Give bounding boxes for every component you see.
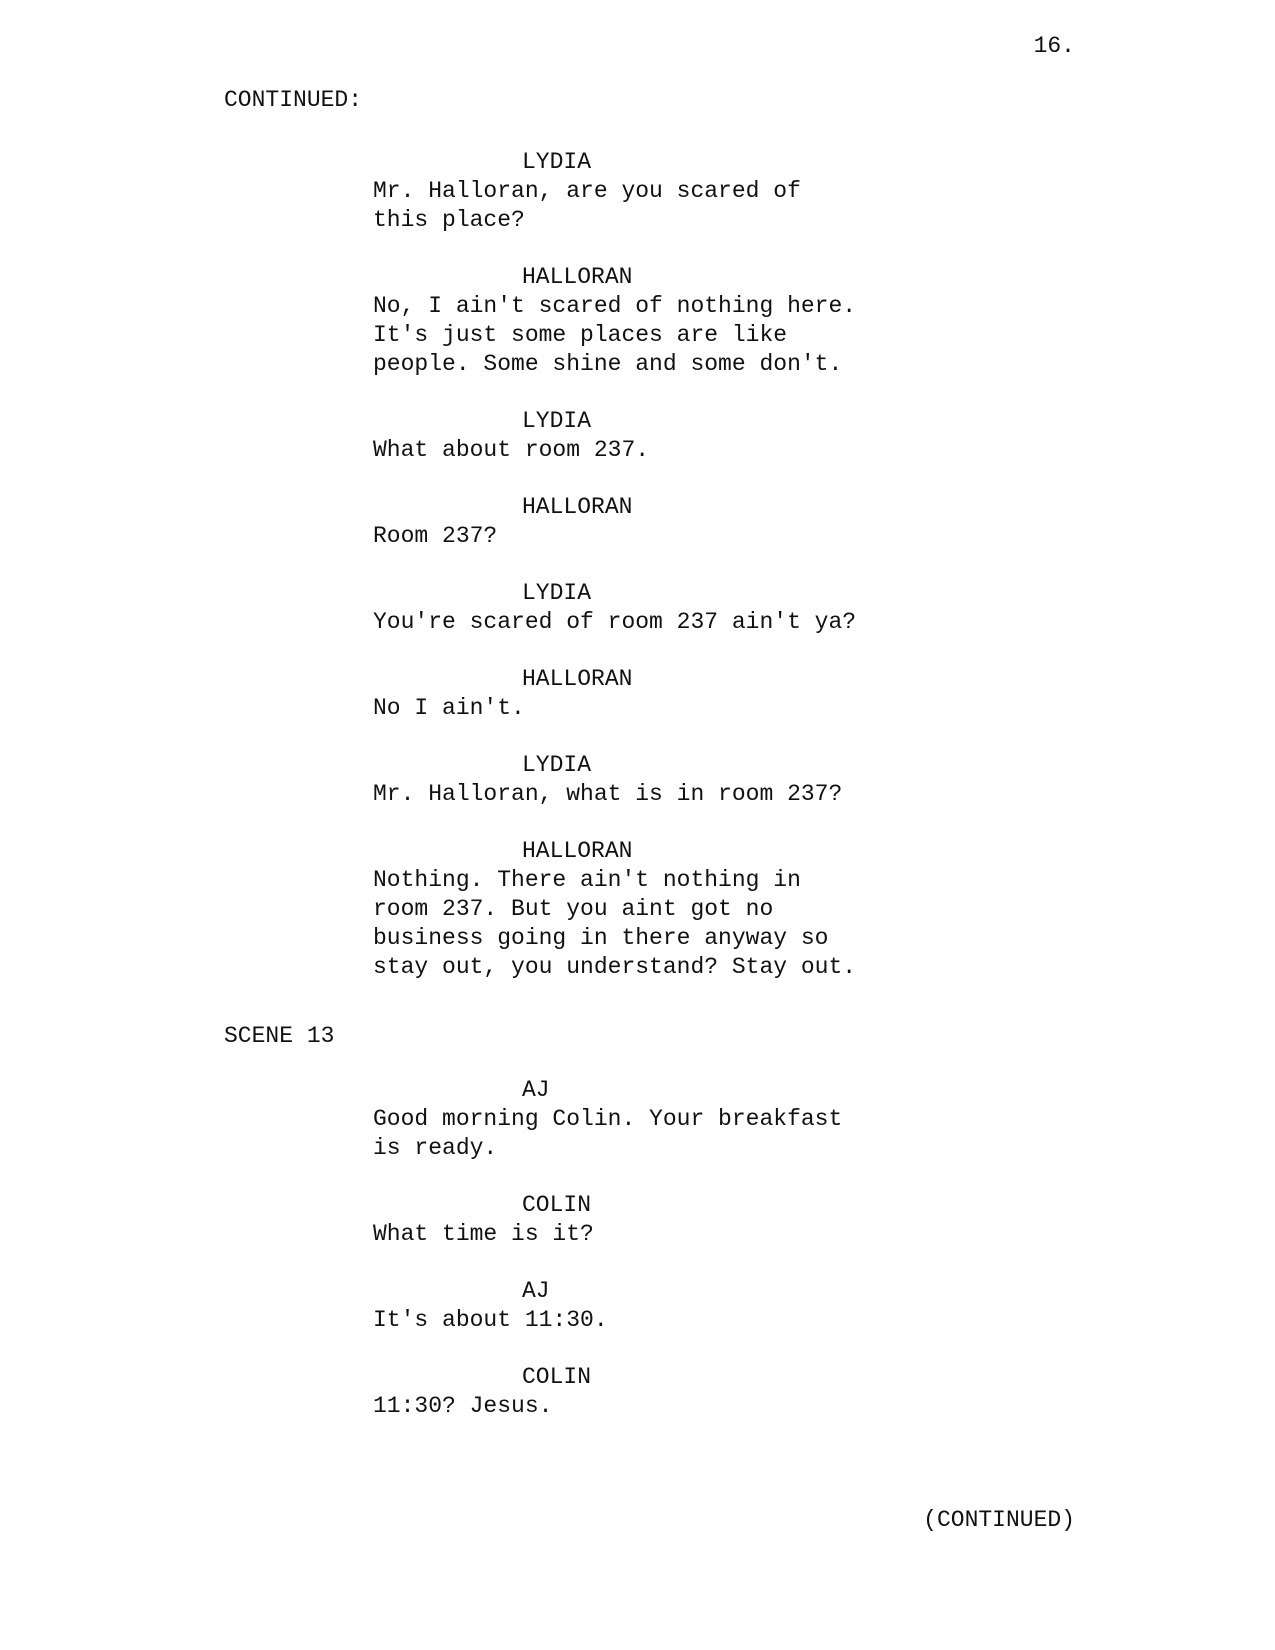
dialogue-line: No, I ain't scared of nothing here. — [373, 293, 857, 319]
dialogue-line: Mr. Halloran, what is in room 237? — [373, 781, 843, 807]
dialogue-block — [373, 579, 856, 637]
dialogue-block — [373, 407, 649, 465]
character-name: AJ — [522, 1278, 550, 1304]
character-name: LYDIA — [522, 580, 592, 606]
dialogue-line: Good morning Colin. Your breakfast — [373, 1106, 843, 1132]
dialogue-line: stay out, you understand? Stay out. — [373, 954, 857, 980]
dialogue-line: Room 237? — [373, 523, 498, 549]
continued-header: CONTINUED: — [224, 87, 363, 113]
character-name: HALLORAN — [522, 264, 633, 290]
dialogue-block — [373, 665, 632, 723]
dialogue-line: Mr. Halloran, are you scared of — [373, 178, 801, 204]
dialogue-block — [373, 1076, 842, 1163]
character-name: HALLORAN — [522, 494, 633, 520]
dialogue-block — [373, 751, 842, 809]
continued-footer: (CONTINUED) — [923, 1507, 1075, 1533]
character-name: LYDIA — [522, 149, 592, 175]
character-name: HALLORAN — [522, 838, 633, 864]
dialogue-line: 11:30? Jesus. — [373, 1393, 553, 1419]
character-name: LYDIA — [522, 408, 592, 434]
character-name: HALLORAN — [522, 666, 633, 692]
dialogue-line: room 237. But you aint got no — [373, 896, 774, 922]
dialogue-line: It's just some places are like — [373, 322, 788, 348]
dialogue-line: You're scared of room 237 ain't ya? — [373, 609, 857, 635]
dialogue-block — [373, 1277, 608, 1335]
dialogue-line: It's about 11:30. — [373, 1307, 608, 1333]
dialogue-line: No I ain't. — [373, 695, 525, 721]
dialogue-line: What about room 237. — [373, 437, 650, 463]
dialogue-line: What time is it? — [373, 1221, 594, 1247]
dialogue-block — [373, 1363, 591, 1421]
page-number: 16. — [1033, 33, 1075, 59]
dialogue-block — [373, 263, 856, 379]
character-name: COLIN — [522, 1364, 592, 1390]
dialogue-line: is ready. — [373, 1135, 498, 1161]
dialogue-line: business going in there anyway so — [373, 925, 829, 951]
dialogue-line: this place? — [373, 207, 525, 233]
dialogue-block — [373, 837, 856, 982]
scene-heading: SCENE 13 — [224, 1023, 335, 1049]
character-name: LYDIA — [522, 752, 592, 778]
dialogue-block — [373, 148, 801, 235]
dialogue-block — [373, 1191, 594, 1249]
dialogue-block — [373, 493, 632, 551]
character-name: COLIN — [522, 1192, 592, 1218]
dialogue-line: Nothing. There ain't nothing in — [373, 867, 801, 893]
character-name: AJ — [522, 1077, 550, 1103]
dialogue-line: people. Some shine and some don't. — [373, 351, 843, 377]
